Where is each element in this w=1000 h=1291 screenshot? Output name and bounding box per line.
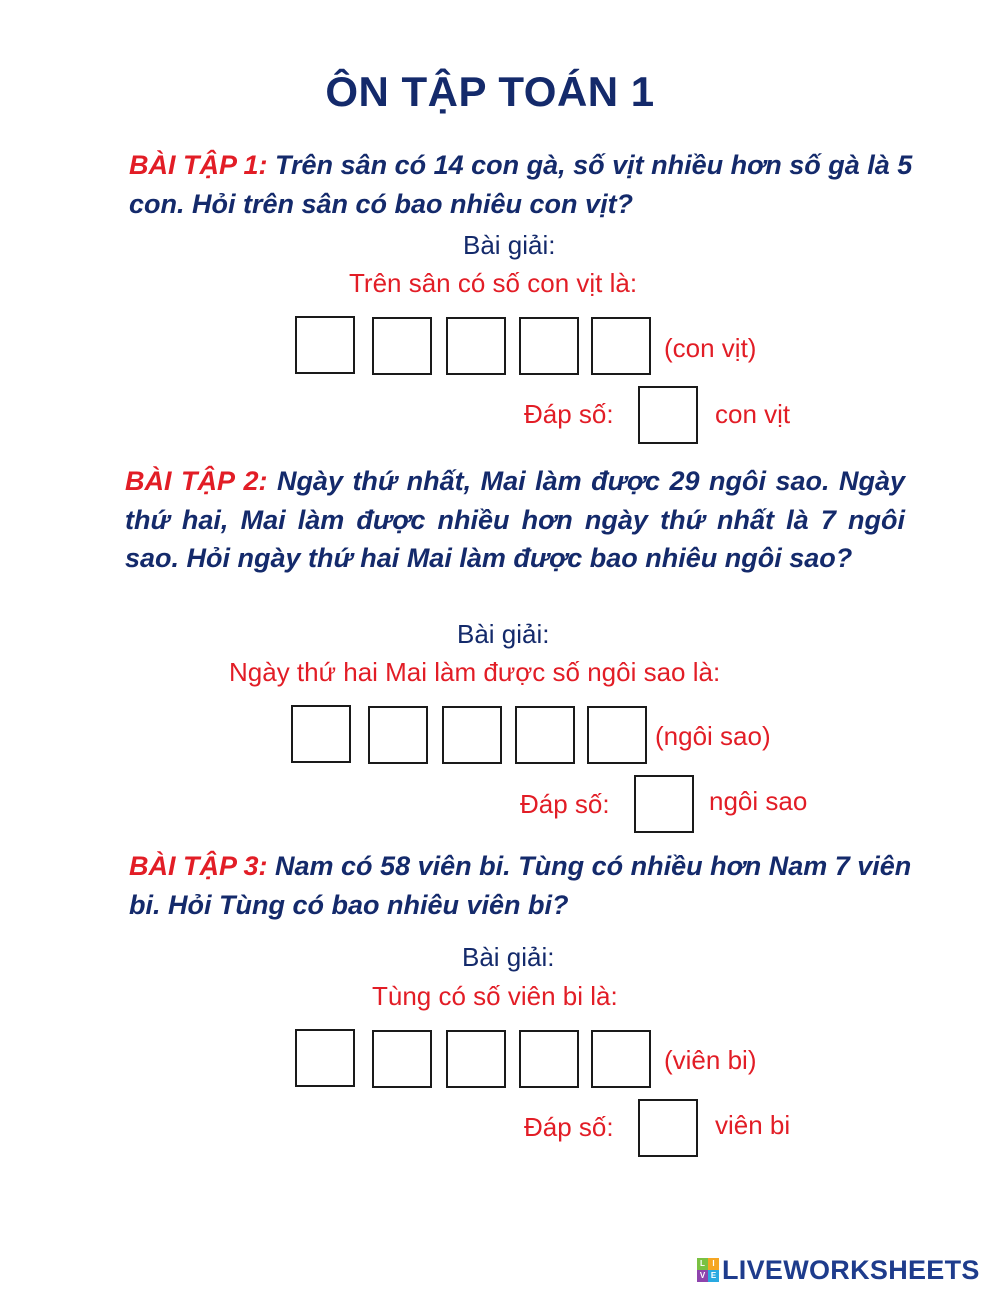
- problem-2-box-1[interactable]: [291, 705, 351, 763]
- problem-3-answer-label: Đáp số:: [524, 1112, 614, 1142]
- problem-3-box-5[interactable]: [591, 1030, 651, 1088]
- problem-1-question: Trên sân có 14 con gà, số vịt nhiều hơn số gà là 5 con. Hỏi trên sân có bao nhiêu con vịt?: [129, 150, 913, 219]
- problem-1-box-2[interactable]: [372, 317, 432, 375]
- logo-letter: L: [697, 1258, 708, 1270]
- problem-1-statement: Trên sân có số con vịt là:: [349, 268, 638, 298]
- problem-2-statement: Ngày thứ hai Mai làm được số ngôi sao là:: [229, 657, 721, 687]
- problem-1-unit: (con vịt): [664, 333, 757, 363]
- problem-1-box-4[interactable]: [519, 317, 579, 375]
- problem-1-answer-box[interactable]: [638, 386, 698, 444]
- problem-1-box-3[interactable]: [446, 317, 506, 375]
- problem-3-answer-unit: viên bi: [715, 1110, 791, 1140]
- problem-1-box-1[interactable]: [295, 316, 355, 374]
- problem-3-box-2[interactable]: [372, 1030, 432, 1088]
- problem-3-box-1[interactable]: [295, 1029, 355, 1087]
- problem-3-answer-box[interactable]: [638, 1099, 698, 1157]
- liveworksheets-logo-icon: [697, 1258, 719, 1282]
- problem-1-solution-heading: Bài giải:: [463, 230, 556, 260]
- problem-1-answer-unit: con vịt: [715, 399, 791, 429]
- liveworksheets-logo[interactable]: [697, 1254, 980, 1286]
- liveworksheets-logo-text: LIVEWORKSHEETS: [722, 1254, 980, 1285]
- problem-3-solution-heading: Bài giải:: [462, 942, 555, 972]
- problem-3-text: [129, 847, 919, 924]
- problem-3-box-3[interactable]: [446, 1030, 506, 1088]
- logo-letter: I: [708, 1258, 719, 1270]
- problem-3-statement: Tùng có số viên bi là:: [372, 981, 618, 1011]
- page-title: ÔN TẬP TOÁN 1: [325, 68, 655, 115]
- problem-2-unit: (ngôi sao): [655, 721, 771, 751]
- problem-2-text: [125, 462, 905, 578]
- logo-letter: V: [697, 1270, 708, 1282]
- problem-2-answer-label: Đáp số:: [520, 789, 610, 819]
- problem-1-text: [129, 146, 919, 223]
- problem-3-box-4[interactable]: [519, 1030, 579, 1088]
- problem-3-question: Nam có 58 viên bi. Tùng có nhiều hơn Nam 7 viên bi. Hỏi Tùng có bao nhiêu viên bi?: [129, 851, 912, 920]
- problem-2-label: BÀI TẬP 2:: [125, 466, 268, 496]
- problem-2-box-3[interactable]: [442, 706, 502, 764]
- problem-2-answer-unit: ngôi sao: [709, 786, 808, 816]
- problem-1-box-5[interactable]: [591, 317, 651, 375]
- problem-1-label: BÀI TẬP 1:: [129, 150, 268, 180]
- problem-3-unit: (viên bi): [664, 1045, 757, 1075]
- problem-2-box-5[interactable]: [587, 706, 647, 764]
- problem-3-label: BÀI TẬP 3:: [129, 851, 268, 881]
- problem-2-question: Ngày thứ nhất, Mai làm được 29 ngôi sao. Ngày thứ hai, Mai làm được nhiều hơn ngày thứ nhất là 7 ngôi sao. Hỏi ngày thứ hai Mai làm được bao nhiêu ngôi sao?: [125, 466, 906, 573]
- problem-1-answer-label: Đáp số:: [524, 399, 614, 429]
- logo-letter: E: [708, 1270, 719, 1282]
- problem-2-solution-heading: Bài giải:: [457, 619, 550, 649]
- problem-2-box-2[interactable]: [368, 706, 428, 764]
- problem-2-box-4[interactable]: [515, 706, 575, 764]
- problem-2-answer-box[interactable]: [634, 775, 694, 833]
